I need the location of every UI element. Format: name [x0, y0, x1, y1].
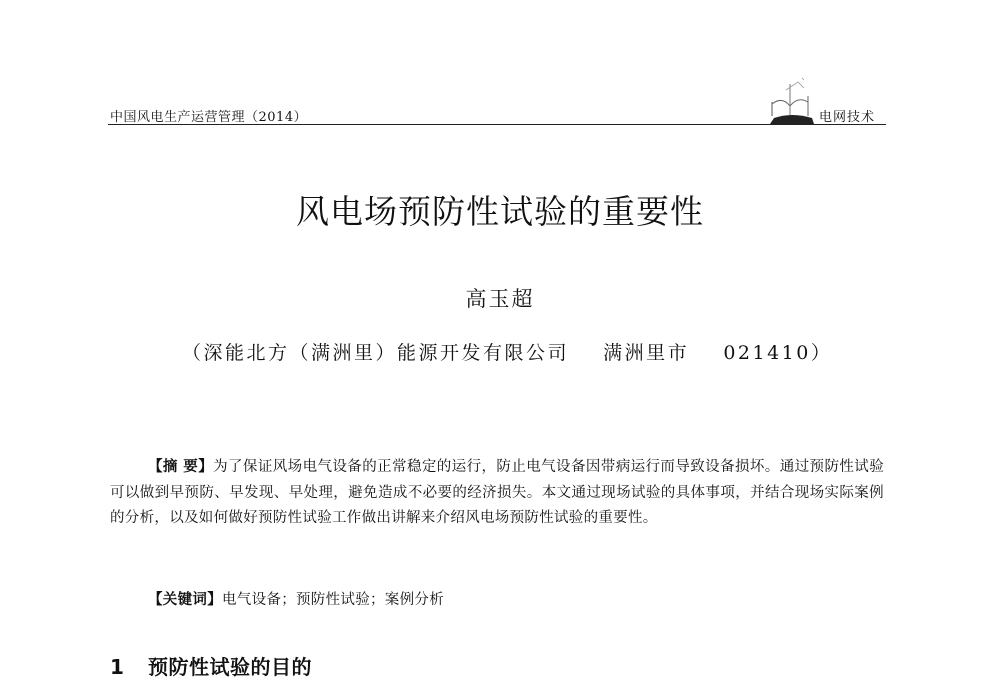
article-title: 风电场预防性试验的重要性: [296, 192, 704, 231]
abstract-text: 为了保证风场电气设备的正常稳定的运行，防止电气设备因带病运行而导致设备损坏。通过预防性试验可以做到早预防、早发现、早处理，避免造成不必要的经济损失。本文通过现场试验的具体事项，并结合现场实际案例的分析，以及如何做好预防性试验工作做出讲解来介绍风电场预防性试验的重要性。: [110, 459, 884, 526]
author-name: 高玉超: [465, 287, 535, 311]
journal-name: 中国风电生产运营管理（2014）: [110, 110, 308, 125]
abstract-paragraph: [110, 455, 884, 532]
section-tag: 电网技术: [819, 110, 876, 125]
section-title: 预防性试验的目的: [148, 655, 312, 679]
tower-logo-icon: [768, 72, 816, 128]
author-affiliation: （深能北方（满洲里）能源开发有限公司 满洲里市 021410）: [182, 342, 833, 364]
section-number: 1: [110, 655, 125, 679]
header-divider: [108, 124, 886, 125]
keywords-text: 电气设备；预防性试验；案例分析: [222, 592, 444, 608]
section-heading: [110, 651, 312, 680]
keywords-line: [148, 588, 444, 609]
keywords-label: 【关键词】: [148, 592, 222, 608]
abstract-label: 【摘 要】: [148, 459, 214, 475]
